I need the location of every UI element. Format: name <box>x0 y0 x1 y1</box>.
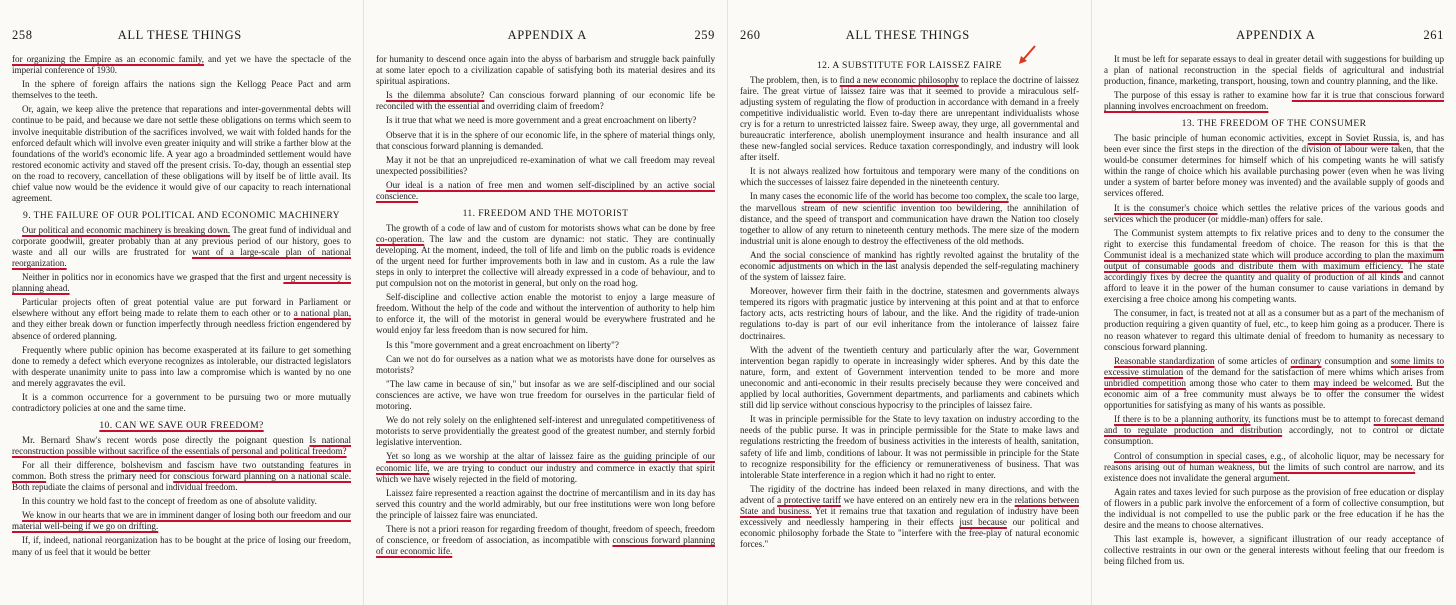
text-run: May it not be that an unprejudiced re-examination of what we call freedom may reveal unexpected possibilities? <box>376 154 715 176</box>
running-title: APPENDIX A <box>507 28 587 42</box>
text-run: It must be left for separate essays to deal in greater detail with suggestions for building up a plan of national reconstruction in the special fields of agricultural and industrial production, finance, marketing, transport, housing, town and country planning, and the like. <box>1104 54 1444 87</box>
paragraph <box>12 54 351 76</box>
underlined-text: Our political and economic machinery is breaking down. <box>22 224 231 235</box>
paragraph <box>740 345 1079 412</box>
underlined-text: find a new economic philosophy <box>839 74 959 85</box>
text-run: This last example is, however, a significant illustration of our ready acceptance of collective restraints in our own or the general interests without feeling that our freedom is being filched from us. <box>1104 534 1444 567</box>
underlined-text: the economic life of the world has become too complex, <box>803 191 1009 202</box>
underlined-text: the Communist ideal is a mechanized state which will produce according to plan the maximum output of consumable goods and distribute them with maximum efficiency. <box>1104 238 1444 271</box>
underlined-text: unbridled competition <box>1104 377 1186 388</box>
underlined-text: how far it is true that conscious forward planning involves encroachment on freedom. <box>1104 90 1444 112</box>
underlined-text: It is the consumer's choice <box>1114 202 1218 213</box>
underlined-text: conscious forward planning of our economic life. <box>376 535 715 557</box>
paragraph <box>12 104 351 204</box>
text-run: Can we not do for ourselves as a nation what we as motorists have done for ourselves as motorists? <box>376 353 715 375</box>
underlined-text: Our ideal is a nation of free men and women self-disciplined by an active social conscience. <box>376 179 715 202</box>
section-heading-text: 9. THE FAILURE OF OUR POLITICAL AND ECONOMIC MACHINERY <box>23 210 340 222</box>
underlined-text: bolshevism and fascism have two outstanding features in common. <box>12 459 351 481</box>
paragraph <box>1104 203 1444 225</box>
paragraph <box>12 435 351 457</box>
paragraph <box>1104 54 1444 87</box>
paragraph <box>376 488 715 521</box>
text-run: It is not always realized how fortuitous and temporary were many of the conditions on which the successes of laissez faire depended in the nineteenth century. <box>740 166 1079 188</box>
text-run: It is a common occurrence for a government to be pursuing two or more mutually contradictory policies at one and the same time. <box>12 392 351 414</box>
paragraph <box>1104 133 1444 200</box>
paragraph <box>12 297 351 341</box>
underlined-text: may indeed be welcomed. <box>1313 377 1413 388</box>
text-run: e.g., of alcoholic liquor, may be necessary for reasons arising out of human weakness, but <box>1104 450 1444 472</box>
section-heading <box>12 210 351 222</box>
paragraph <box>376 340 715 351</box>
text-run: Mr. Bernard Shaw's recent words pose directly the poignant question <box>22 434 310 445</box>
text-run: The problem, then, is to <box>750 74 840 85</box>
paragraph <box>740 191 1079 246</box>
underlined-text: We know in our hearts that we are in imminent danger of losing both our freedom and our material well-being if we go on drifting. <box>12 510 351 532</box>
paragraph <box>12 272 351 294</box>
page-body <box>1104 54 1444 605</box>
underlined-text: Yet so long as we worship at the altar of laissez faire as the guiding principle of our economic life, <box>376 451 715 473</box>
paragraph <box>376 90 715 112</box>
page-number: 259 <box>694 28 715 42</box>
text-run: Again rates and taxes levied for such purpose as the provision of free education or display of flowers in a public park involve the enforcement of a form of collective consumption, but the individual is not compelled to use the public park or the free education if he has the desire and the means to choose alternatives. <box>1104 486 1444 531</box>
text-run: accordingly, not to control or dictate consumption. <box>1104 425 1444 447</box>
paragraph <box>12 79 351 101</box>
paragraph <box>740 414 1079 481</box>
text-run: It was in principle permissible for the State to levy taxation on industry according to the needs of the public purse. It was in principle permissible for the State to make laws and regulations restricting the freedom of business activities in the interests of health, sanitation, safety of life and limb, conditions of labour. It was not permissible in principle for the State to recognize responsibility for the efficiency or remunerativeness of business. That was intolerable State interference in a region which it had no right to enter. <box>740 414 1079 480</box>
page-body <box>740 54 1079 605</box>
book-page-260 <box>728 0 1092 605</box>
text-run: of some articles of <box>1214 355 1291 366</box>
underlined-text: a national plan, <box>293 308 351 319</box>
paragraph <box>376 223 715 290</box>
text-run: With the advent of the twentieth century and particularly after the war, Government intervention began rapidly to operate in increasingly wider spheres. And by this date the nature, form, and extent of Government intervention tended to be more and more uneconomic and anti-economic in their results precisely because they were conceived and applied by local authorities, Government departments, and parliaments and cabinets which still did lip service without conscious hypocrisy to the principles of laissez faire. <box>740 344 1079 411</box>
text-run: which settles the relative prices of the various goods and services which the producer (or middle-man) offers for sale. <box>1104 202 1444 224</box>
paragraph <box>376 155 715 177</box>
text-run: If, if, indeed, national reorganization has to be bought at the price of losing our freedom, many of us feel that it would be better <box>12 535 351 557</box>
text-run: The consumer, in fact, is treated not at all as a consumer but as a part of the mechanism of production requiring a given quantity of fuel, etc., to keep him going as a producer. There is no reason whatever to regard this ultimate denial of freedom to humanity as necessary to conscious forward planning. <box>1104 308 1444 352</box>
paragraph <box>376 180 715 202</box>
text-run: Both repudiate the claims of personal and individual freedom. <box>12 482 238 493</box>
text-run: Both stress the primary need for <box>46 471 174 481</box>
section-heading-text: 12. A SUBSTITUTE FOR LAISSEZ FAIRE <box>816 60 1003 71</box>
text-run: Neither in politics nor in economics have we grasped that the first and <box>22 272 284 283</box>
underlined-text: want of a large-scale plan of national reorganization. <box>12 246 352 268</box>
text-run: we have entered on an entirely new era in the <box>840 494 1015 505</box>
section-heading <box>1104 118 1444 130</box>
paragraph <box>1104 487 1444 531</box>
text-run: our political and economic philosophy forbade the State to "interfere with the free-play of natural economic forces." <box>740 517 1079 550</box>
paragraph <box>376 354 715 376</box>
underlined-text: Reasonable standardization <box>1114 355 1215 366</box>
text-run: the scale too large, the marvellous stream of new scientific invention too bewildering, the annihilation of distance, and the speed of transport and communication have drawn the Nation too closely together to allow of any return to nineteenth century methods. The mere size of the modern industrial unit is alone enough to destroy the effectiveness of the old methods. <box>740 191 1079 246</box>
text-run: Or, again, we keep alive the pretence that reparations and inter-governmental debts will continue to be paid, and because we dare not settle these obligations on terms which seem to involve inequitable distribution of the sacrifices involved, we wait with folded hands for the enforced default which will involve even greater iniquity and will strike a farther blow at the foundations of the world's economic life. A year ago a broadminded settlement would have restored economic activity and staved off the present crisis. To-day, though an essential step on the road to recovery, cancellation of these obligations will by itself be of little avail. Its chief value now would be the evidence it would give of our capacity to reach international agreement. <box>12 104 351 204</box>
text-run: In this country we hold fast to the concept of freedom as one of absolute validity. <box>22 496 317 507</box>
paragraph <box>740 75 1079 164</box>
text-run: and they either break down or function imperfectly through needless friction engendered by absence of ordered planning. <box>12 319 351 341</box>
running-title: ALL THESE THINGS <box>845 28 970 42</box>
underlined-text: some limits to excessive stimulation <box>1104 355 1444 377</box>
text-run: and yet we have the spectacle of the imperial conference of 1930. <box>12 54 352 76</box>
text-run: and its existence does not invalidate the general argument. <box>1104 461 1444 483</box>
text-run: is, and has been ever since the first steps in the direction of the division of labour were taken, that the would-be consumer determines for himself which of his competing wants he will satisfy within the range of choice which his available purchasing power (even when he was living under a system of barter before money was invented) and the available supply of goods and services offered. <box>1104 132 1444 199</box>
running-head <box>12 28 351 44</box>
paragraph <box>1104 534 1444 567</box>
text-run: The Communist system attempts to fix relative prices and to deny to the consumer the right to exercise this fundamental freedom of choice. The reason for this is that <box>1104 227 1444 249</box>
text-run: We do not rely solely on the enlightened self-interest and unregulated competitiveness of motorists to serve providentially the greatest good of the greatest number, and sternly forbid legislative intervention. <box>376 415 715 448</box>
text-run: among those who cater to them <box>1185 377 1314 388</box>
underlined-text: the limits of such control are narrow, <box>1273 461 1416 472</box>
underlined-text: If there is to be a planning authority, <box>1114 414 1251 425</box>
section-heading <box>12 420 351 432</box>
text-run: The great fund of individual and corporate goodwill, greater probably than at any previous period of our history, goes to waste and all our wills are frustrated for <box>12 224 351 257</box>
paragraph <box>376 379 715 412</box>
text-run: In many cases <box>750 191 804 202</box>
running-head <box>740 28 1079 44</box>
page-body <box>12 54 351 605</box>
text-run: The growth of a code of law and of custom for motorists shows what can be done by free <box>386 222 715 233</box>
underlined-text: Is national reconstruction possible without sacrifice of the essentials of personal and political freedom? <box>12 434 351 456</box>
text-run: its functions must be to attempt <box>1250 414 1374 425</box>
underlined-text: urgent necessity is planning ahead. <box>12 272 351 294</box>
underlined-text: ordinary <box>1290 355 1322 366</box>
paragraph <box>376 130 715 152</box>
paragraph <box>740 286 1079 341</box>
text-run: The purpose of this essay is rather to examine <box>1114 90 1292 101</box>
text-run: The law and the custom are dynamic: not static. They are continually developing. At the moment, indeed, the toll of life and limb on the public roads is evidence of the urgent need for further improvements both in law and in custom. As a rule the law steps in only to interpret the collective will already expressed in a code of behaviour, and to put compulsion not on the motorist in general, but only on the road hog. <box>376 233 715 289</box>
text-run: Particular projects often of great potential value are put forward in Parliament or elsewhere without any effort being made to relate them to each other or to <box>12 297 351 319</box>
paragraph <box>12 496 351 507</box>
paragraph <box>12 510 351 532</box>
text-run: Can conscious forward planning of our economic life be reconciled with the essential and overriding claim of freedom? <box>376 90 715 112</box>
underlined-text: conscious forward planning on a national scale. <box>173 471 351 481</box>
book-page-261 <box>1092 0 1456 605</box>
section-heading-text: 13. THE FREEDOM OF THE CONSUMER <box>1181 118 1367 130</box>
paragraph <box>740 250 1079 283</box>
text-run: And <box>750 249 770 260</box>
text-run: There is not a priori reason for regarding freedom of thought, freedom of speech, freedom of conscience, or freedom of association, as incompatible with <box>376 523 715 546</box>
paragraph <box>376 451 715 484</box>
paragraph <box>376 292 715 336</box>
running-title: ALL THESE THINGS <box>117 28 242 42</box>
page-number: 261 <box>1423 28 1444 42</box>
text-run: Self-discipline and collective action enable the motorist to enjoy a large measure of freedom. Without the help of the code and without the intervention of authority to help him to enforce it, the will of the motorist in general would be everywhere frustrated and he would enjoy far less freedom than is now secured for him. <box>376 292 715 336</box>
text-run: The rigidity of the doctrine has indeed been relaxed in many directions, and with the advent of <box>740 483 1079 505</box>
paragraph <box>740 484 1079 551</box>
paragraph <box>376 54 715 87</box>
page-number: 258 <box>12 28 33 42</box>
text-run: Yet it remains true that taxation and regulation of industry have been excessively and needlessly hampering in their effects <box>740 505 1079 528</box>
page-number: 260 <box>740 28 761 42</box>
underlined-text: except in Soviet Russia, <box>1307 132 1400 143</box>
book-page-258 <box>0 0 364 605</box>
text-run: for humanity to descend once again into the abyss of barbarism and struggle back painfully at some later epoch to a civilization capable of satisfying both its material desires and its spiritual aspirations. <box>376 54 715 87</box>
paragraph <box>12 345 351 389</box>
text-run: consumption and <box>1321 355 1391 366</box>
underlined-text: just because <box>959 517 1007 528</box>
underlined-text: Is the dilemma absolute? <box>386 90 485 101</box>
text-run: Laissez faire represented a reaction against the doctrine of mercantilism and in its day has served this country and the world admirably, but our free institutions were won long before the principle of laissez faire was enunciated. <box>376 487 715 520</box>
paragraph <box>376 115 715 126</box>
text-run: Is it true that what we need is more government and a great encroachment on liberty? <box>386 115 697 126</box>
text-run: For all their difference, <box>22 459 122 470</box>
underlined-text: the social conscience of mankind <box>769 249 897 260</box>
paragraph <box>1104 356 1444 411</box>
underlined-text: a protective tariff <box>777 494 841 505</box>
text-run: Observe that it is in the sphere of our economic life, in the sphere of material things only, that conscious forward planning is demanded. <box>376 129 715 151</box>
section-heading-text: 11. FREEDOM AND THE MOTORIST <box>462 208 629 220</box>
text-run: In the sphere of foreign affairs the nations sign the Kellogg Peace Pact and arm themselves to the teeth. <box>12 79 351 101</box>
text-run: But the economic aim of a free community must always be to offer the consumer the widest opportunities for satisfying as many of his wants as possible. <box>1104 377 1444 411</box>
underlined-text: relations between State and business. <box>740 494 1079 516</box>
section-heading-text: 10. CAN WE SAVE OUR FREEDOM? <box>99 420 264 432</box>
page-body <box>376 54 715 605</box>
underlined-text: co-operation. <box>376 233 425 244</box>
text-run: The state accordingly fixes by decree the quantity and quality of production of all kinds and cannot afford to leave it in the power of the human consumer to cause variations in demand by exercising a free choice among his competing wants. <box>1104 261 1444 305</box>
text-run: of the demand for the satisfaction of mere whims which arises from <box>1183 366 1444 377</box>
text-run: Frequently where public opinion has become exasperated at its failure to get something done to remedy a defect which everyone recognizes as intolerable, our distracted legislators with desperate unanimity unite to pass into law a compromise which is wanted by no one and merely aggravates the evil. <box>12 344 351 388</box>
paragraph <box>376 415 715 448</box>
paragraph <box>376 524 715 557</box>
running-title: APPENDIX A <box>1236 28 1316 42</box>
paragraph <box>1104 308 1444 352</box>
underlined-text: for organizing the Empire as an economic family, <box>12 54 205 64</box>
paragraph <box>12 225 351 269</box>
text-run: to replace the doctrine of laissez faire. The great virtue of laissez faire was that it seemed to provide a miraculous self-adjusting system of regulating the flow of production in accordance with demand in a freely competitive individualistic world. Even to-day there are unrepentant individualists whose cry is for a return to unrestricted laissez faire. Sweep away, they urge, all governmental and bureaucratic interference, abolish unemployment insurance and health insurance and all these new-fangled social services. Reduce taxation correspondingly, and industry will look after itself. <box>740 74 1079 163</box>
text-run: has rightly revolted against the brutality of the economic adjustments on which in the last analysis depended the self-regulating machinery of the system of laissez faire. <box>740 249 1080 283</box>
underlined-text: Control of consumption in special cases, <box>1114 450 1267 461</box>
text-run: The basic principle of human economic activities, <box>1114 132 1308 143</box>
paragraph <box>1104 414 1444 447</box>
paragraph <box>1104 451 1444 484</box>
paragraph <box>12 535 351 557</box>
paragraph <box>1104 228 1444 306</box>
section-heading <box>376 208 715 220</box>
running-head <box>376 28 715 44</box>
text-run: Is this "more government and a great encroachment on liberty"? <box>386 339 619 350</box>
underlined-text: to forecast demand and to regulate production and distribution <box>1104 414 1445 436</box>
book-page-259 <box>364 0 728 605</box>
section-heading <box>740 60 1079 72</box>
text-run: Moreover, however firm their faith in the doctrine, statesmen and governments always tempered its rigors with pragmatic justice by intervening at this point and at that to enforce factory acts, acts restricting hours of labour, and the like. And the rigidity of trade-union regulations to-day is part of our evil inheritance from the intolerance of laissez faire doctrinaires. <box>740 286 1079 341</box>
paragraph <box>740 166 1079 188</box>
text-run: we are trying to conduct our industry and commerce in exactly that spirit which we have wisely rejected in the field of motoring. <box>376 462 715 484</box>
text-run: "The law came in because of sin," but insofar as we are self-disciplined and our social consciences are active, we have won true freedom for ourselves in the particular field of motoring. <box>376 378 715 412</box>
paragraph <box>1104 90 1444 112</box>
paragraph <box>12 392 351 414</box>
paragraph <box>12 460 351 493</box>
running-head <box>1104 28 1444 44</box>
